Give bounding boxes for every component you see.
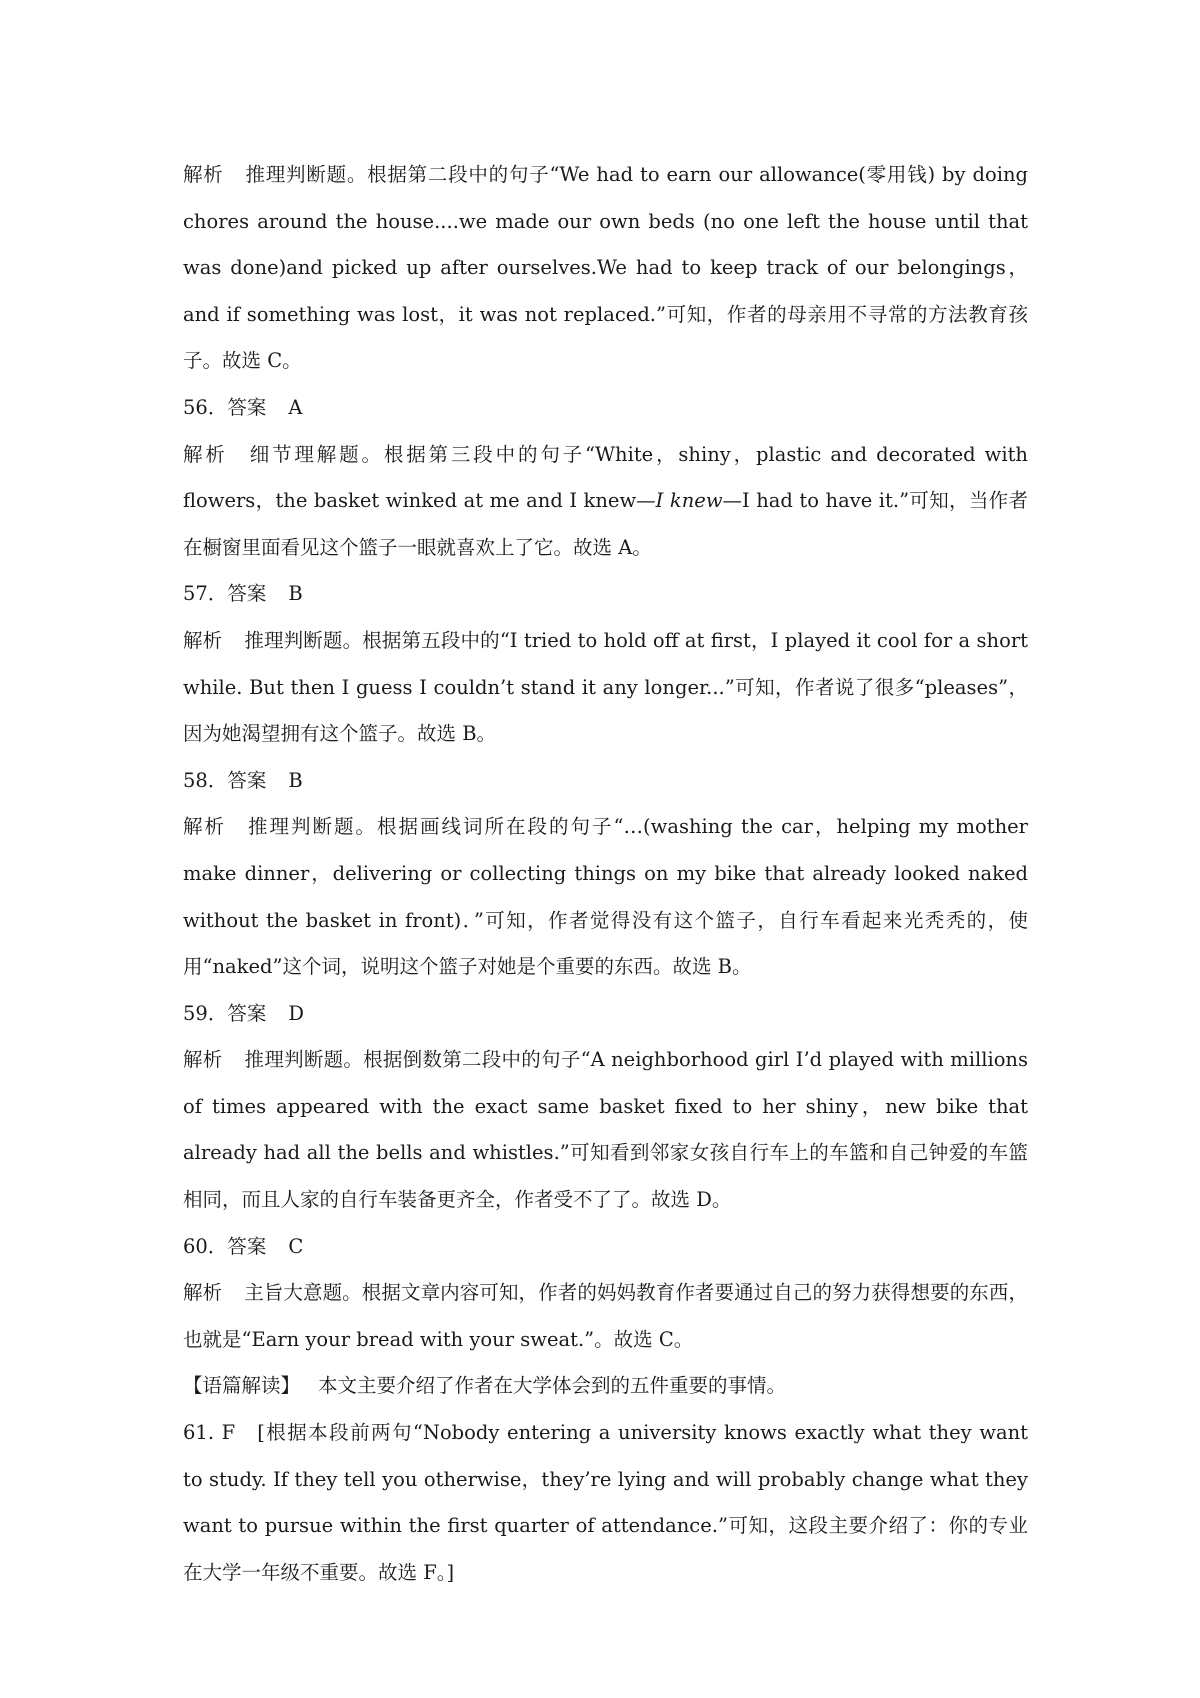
answer-value: B — [288, 768, 303, 792]
explanation-label: 解析 — [183, 163, 224, 186]
answer-number: 56．答案 — [183, 395, 267, 419]
explanation-56 — [183, 432, 1028, 572]
answer-60 — [183, 1224, 1028, 1271]
explanation-text: 推理判断题。根据第五段中的“I tried to hold off at first，I played it cool for a short while. But then I guess I couldn’t stand it any longer...”可知，作者说了很多“pleases”，因为她渴望拥有这个篮子。故选 B。 — [183, 628, 1028, 746]
answer-number: 58．答案 — [183, 768, 267, 792]
answer-explanation-text: [根据本段前两句“Nobody entering a university knows exactly what they want to study. If they tell you otherwise，they’re lying and will probably change what they want to pursue within the first quarter of attendance.”可知，这段主要介绍了：你的专业在大学一年级不重要。故选 F。] — [183, 1421, 1028, 1584]
explanation-text: 主旨大意题。根据文章内容可知，作者的妈妈教育作者要通过自己的努力获得想要的东西，也就是“Earn your bread with your sweat.”。故选 C。 — [183, 1281, 1028, 1351]
answer-57 — [183, 571, 1028, 618]
explanation-text-cont: —I had to have it.”可知，当作者在橱窗里面看见这个篮子一眼就喜欢上了它。故选 A。 — [183, 489, 1028, 559]
answer-number: 57．答案 — [183, 582, 267, 606]
answer-value: C — [288, 1234, 304, 1258]
explanation-57 — [183, 618, 1028, 758]
answer-number: 60．答案 — [183, 1234, 267, 1258]
answer-value: B — [288, 582, 303, 606]
passage-summary — [183, 1363, 1028, 1410]
explanation-text: 推理判断题。根据画线词所在段的句子“…(washing the car，helping my mother make dinner，delivering or collecting things on my bike that already looked naked without the basket in front)．”可知，作者觉得没有这个篮子，自行车看起来光秃秃的，使用“naked”这个词，说明这个篮子对她是个重要的东西。故选 B。 — [183, 815, 1028, 979]
answer-number: 59．答案 — [183, 1001, 267, 1025]
explanation-label: 解析 — [183, 1048, 223, 1072]
section-text: 本文主要介绍了作者在大学体会到的五件重要的事情。 — [318, 1374, 787, 1398]
answer-61 — [183, 1410, 1028, 1596]
answer-56 — [183, 385, 1028, 432]
answer-key-page — [183, 152, 1028, 1596]
explanation-58 — [183, 804, 1028, 990]
answer-value: D — [288, 1001, 304, 1025]
explanation-label: 解析 — [183, 1281, 223, 1305]
explanation-label: 解析 — [183, 628, 223, 652]
answer-59 — [183, 991, 1028, 1038]
explanation-55 — [183, 152, 1028, 385]
explanation-text: 推理判断题。根据倒数第二段中的句子“A neighborhood girl I’d played with millions of times appeared with the exact same basket fixed to her shiny，new bike that already had all the bells and whistles.”可知看到邻家女孩自行车上的车篮和自己钟爱的车篮相同，而且人家的自行车装备更齐全，作者受不了了。故选 D。 — [183, 1048, 1028, 1212]
answer-number: 61. F — [183, 1421, 236, 1445]
explanation-italic-text: I knew — [655, 489, 723, 513]
explanation-text: 推理判断题。根据第二段中的句子“We had to earn our allowance(零用钱) by doing chores around the house....we made our own beds (no one left the house until that was done)and picked up after ourselves.We had to keep track of our belongings，and if something was lost，it was not replaced.”可知，作者的母亲用不寻常的方法教育孩子。故选 C。 — [183, 163, 1028, 373]
section-label: 【语篇解读】 — [183, 1374, 301, 1398]
answer-58 — [183, 758, 1028, 805]
explanation-label: 解析 — [183, 442, 228, 466]
explanation-60 — [183, 1270, 1028, 1363]
explanation-label: 解析 — [183, 815, 227, 839]
explanation-59 — [183, 1037, 1028, 1223]
answer-value: A — [288, 395, 303, 419]
explanation-text: 细节理解题。根据第三段中的句子“White，shiny，plastic and decorated with flowers，the basket winked at me and I knew— — [183, 442, 1028, 513]
